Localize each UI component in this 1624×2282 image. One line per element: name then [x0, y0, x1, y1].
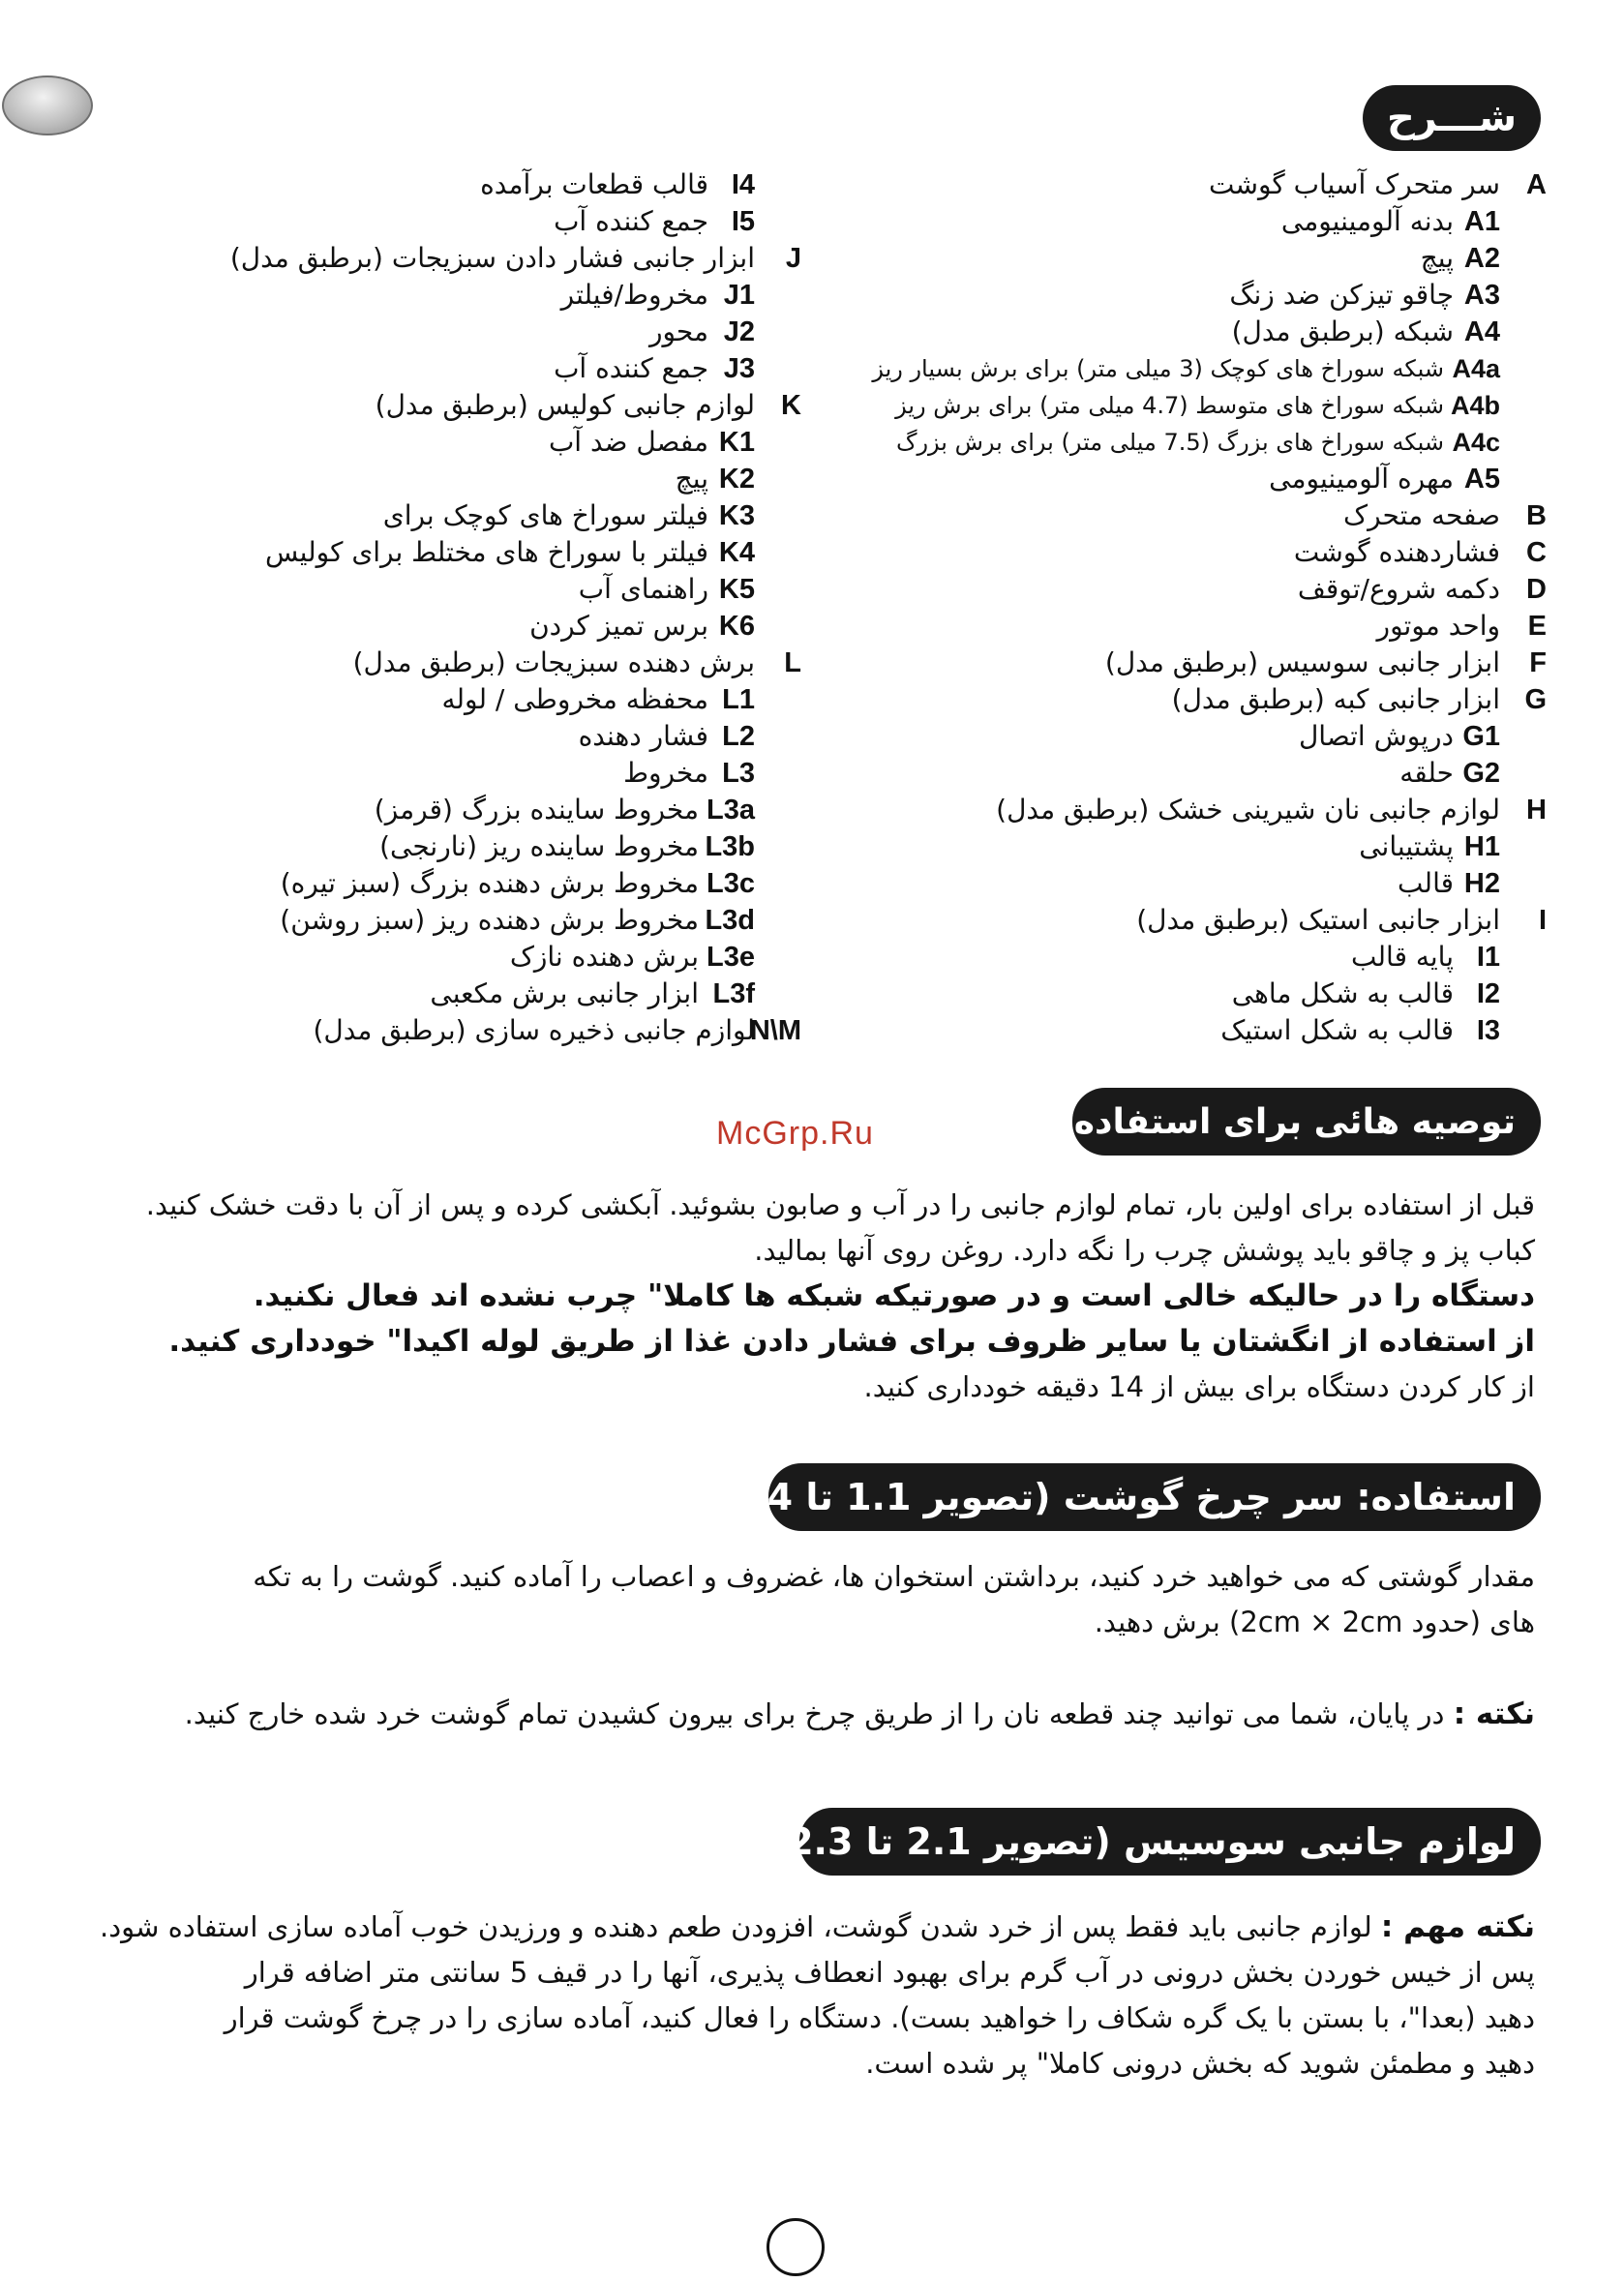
part-code: L3d	[705, 905, 755, 936]
part-code: L1	[722, 684, 755, 715]
part-code: A5	[1463, 464, 1500, 495]
part-label: دکمه شروع/توقف	[1297, 573, 1500, 605]
parts-list-item	[850, 497, 1547, 534]
part-code: K6	[718, 611, 755, 642]
tips-paragraph	[97, 1183, 1535, 1410]
parts-list-item	[124, 645, 801, 681]
part-code: L3a	[707, 795, 755, 826]
parts-list-item	[850, 314, 1547, 350]
part-code: I3	[1476, 1015, 1500, 1046]
parts-list-item	[850, 350, 1547, 387]
part-label: برش دهنده سبزیجات (برطبق مدل)	[352, 646, 755, 678]
part-code: K1	[718, 427, 755, 458]
tips-line-2: کباب پز و چاقو باید پوشش چرب را نگه دارد. روغن روی آنها بمالید.	[754, 1234, 1535, 1267]
meat-note	[97, 1692, 1535, 1737]
tips-title: توصیه هائی برای استفاده	[1073, 1101, 1516, 1142]
parts-list-item	[850, 424, 1547, 461]
part-code: A3	[1463, 280, 1500, 311]
part-label: چاقو تیزکن ضد زنگ	[1229, 279, 1454, 311]
part-label: شبکه سوراخ های کوچک (3 میلی متر) برای برش بسیار ریز	[872, 355, 1444, 382]
part-code: A1	[1463, 206, 1500, 237]
part-code: L3b	[705, 831, 755, 862]
parts-list-item	[850, 828, 1547, 865]
part-code: A4	[1463, 316, 1500, 347]
part-code: F	[1529, 647, 1547, 678]
part-code: K3	[718, 500, 755, 531]
meat-line-2: های (حدود 2cm × 2cm) برش دهید.	[1094, 1606, 1535, 1638]
parts-list-item	[124, 166, 801, 203]
part-code: K4	[718, 537, 755, 568]
page-corner-tab	[2, 75, 93, 135]
part-label: حلقه	[1399, 757, 1454, 789]
part-label: مهره آلومینیومی	[1269, 463, 1454, 495]
part-code: H2	[1463, 868, 1500, 899]
parts-list-item	[124, 902, 801, 939]
parts-list-item	[850, 865, 1547, 902]
part-label: سر متحرک آسیاب گوشت	[1209, 168, 1500, 200]
part-code: J2	[723, 316, 755, 347]
part-label: لوازم جانبی نان شیرینی خشک (برطبق مدل)	[996, 794, 1500, 826]
parts-list-right	[850, 166, 1547, 1049]
watermark-text: McGrp.Ru	[716, 1115, 874, 1152]
part-label: پیچ	[1420, 242, 1454, 274]
parts-list-item	[124, 203, 801, 240]
parts-list-item	[124, 571, 801, 608]
sausage-first-line: لوازم جانبی باید فقط پس از خرد شدن گوشت، افزودن طعم دهنده و ورزیدن خوب آماده سازی استفاده شود.	[100, 1910, 1372, 1943]
part-code: B	[1526, 500, 1547, 531]
part-label: مخروط برش دهنده بزرگ (سبز تیره)	[280, 867, 699, 899]
part-code: G2	[1462, 758, 1500, 789]
part-code: D	[1526, 574, 1547, 605]
part-code: L	[784, 647, 801, 678]
part-code: L3	[722, 758, 755, 789]
parts-list-item	[124, 681, 801, 718]
parts-list-item	[124, 534, 801, 571]
parts-list-item	[124, 865, 801, 902]
part-label: ابزار جانبی فشار دادن سبزیجات (برطبق مدل)	[229, 242, 755, 274]
part-label: لوازم جانبی کولیس (برطبق مدل)	[375, 389, 755, 421]
part-label: مخروط ساینده بزرگ (قرمز)	[374, 794, 699, 826]
parts-list-item	[124, 387, 801, 424]
parts-list-item	[850, 387, 1547, 424]
part-label: فیلتر با سوراخ های مختلط برای کولیس	[264, 536, 708, 568]
part-code: I2	[1476, 978, 1500, 1009]
part-label: محور	[648, 315, 708, 347]
parts-list-item	[124, 314, 801, 350]
parts-list-item	[124, 792, 801, 828]
section-header-sausage	[770, 1808, 1541, 1876]
parts-list-item	[124, 461, 801, 497]
part-code: G1	[1462, 721, 1500, 752]
part-code: J	[785, 243, 801, 274]
page-number-circle	[767, 2218, 825, 2276]
part-label: درپوش اتصال	[1298, 720, 1454, 752]
parts-list-item	[850, 203, 1547, 240]
part-code: L2	[722, 721, 755, 752]
parts-list-item	[124, 424, 801, 461]
parts-list-item	[850, 166, 1547, 203]
part-code: H	[1526, 795, 1547, 826]
part-label: قالب به شکل ماهی	[1231, 977, 1454, 1009]
sausage-title: لوازم جانبی سوسیس (تصویر 2.1 تا 2.3)	[770, 1820, 1516, 1863]
parts-list-left	[124, 166, 801, 1049]
parts-list-item	[850, 608, 1547, 645]
parts-list-item	[850, 681, 1547, 718]
meat-grinder-paragraph	[97, 1554, 1535, 1737]
parts-list-item	[850, 645, 1547, 681]
part-code: I	[1538, 905, 1547, 936]
part-label: فشاردهنده گوشت	[1293, 536, 1500, 568]
parts-list-item	[124, 1012, 801, 1049]
part-label: فشار دهنده	[578, 720, 708, 752]
part-label: مخروط/فیلتر	[560, 279, 708, 311]
part-code: L3e	[707, 942, 755, 973]
part-label: پایه قالب	[1351, 941, 1454, 973]
part-label: بدنه آلومینیومی	[1280, 205, 1454, 237]
sausage-paragraph	[97, 1905, 1535, 2087]
parts-list-item	[124, 939, 801, 976]
part-code: A2	[1463, 243, 1500, 274]
part-label: مخروط ساینده ریز (نارنجی)	[379, 830, 699, 862]
parts-list-item	[124, 828, 801, 865]
part-code: K	[781, 390, 801, 421]
part-label: پشتیبانی	[1359, 830, 1454, 862]
part-code: A4c	[1452, 428, 1500, 457]
part-label: قالب	[1398, 867, 1454, 899]
parts-list-item	[124, 277, 801, 314]
meat-note-text: در پایان، شما می توانید چند قطعه نان را از طریق چرخ برای بیرون کشیدن تمام گوشت خرد شده خارج کنید.	[184, 1697, 1445, 1730]
tips-warning-1: دستگاه را در حالیکه خالی است و در صورتیکه شبکه ها کاملا" چرب نشده اند فعال نکنید.	[253, 1278, 1535, 1313]
part-code: H1	[1463, 831, 1500, 862]
part-label: ابزار جانبی کبه (برطبق مدل)	[1171, 683, 1500, 715]
meat-line-1: مقدار گوشتی که می خواهید خرد کنید، برداشتن استخوان ها، غضروف و اعصاب را آماده کنید. گوشت را به تکه	[253, 1560, 1535, 1593]
part-label: مخروط برش دهنده ریز (سبز روشن)	[280, 904, 699, 936]
part-code: G	[1524, 684, 1547, 715]
part-label: قالب به شکل استیک	[1220, 1014, 1454, 1046]
part-label: ابزار جانبی استیک (برطبق مدل)	[1136, 904, 1500, 936]
part-code: L3c	[707, 868, 755, 899]
part-code: I4	[731, 169, 755, 200]
part-code: K2	[718, 464, 755, 495]
tips-line-1: قبل از استفاده برای اولین بار، تمام لوازم جانبی را در آب و صابون بشوئید. آبکشی کرده و پس از آن با دقت خشک کنید.	[145, 1188, 1535, 1221]
parts-list-item	[124, 497, 801, 534]
part-label: شبکه (برطبق مدل)	[1231, 315, 1454, 347]
part-label: مخروط	[623, 757, 708, 789]
part-label: برس تمیز کردن	[529, 610, 708, 642]
meat-grinder-title: استفاده: سر چرخ گوشت (تصویر 1.1 تا 1.4)	[710, 1476, 1516, 1518]
part-label: قالب قطعات برآمده	[480, 168, 708, 200]
section-header-description	[1363, 85, 1541, 151]
part-label: لوازم جانبی ذخیره سازی (برطبق مدل)	[313, 1014, 755, 1046]
tips-line-5: از کار کردن دستگاه برای بیش از 14 دقیقه خودداری کنید.	[863, 1370, 1535, 1403]
part-label: فیلتر سوراخ های کوچک برای	[382, 499, 708, 531]
parts-list-item	[850, 461, 1547, 497]
part-code: J1	[723, 280, 755, 311]
part-label: ابزار جانبی برش مکعبی	[430, 977, 699, 1009]
parts-list-item	[124, 755, 801, 792]
part-label: پیچ	[675, 463, 708, 495]
section-title: شـــرح	[1386, 96, 1518, 140]
parts-list-item	[124, 350, 801, 387]
part-label: ابزار جانبی سوسیس (برطبق مدل)	[1104, 646, 1500, 678]
part-label: محفظه مخروطی / لوله	[441, 683, 708, 715]
section-header-tips	[1072, 1088, 1541, 1156]
sausage-line-3: دهید (بعدا"، با بستن با یک گره شکاف را خواهید بست). دستگاه را فعال کنید، آماده سازی را در چرخ گوشت قرار	[224, 2001, 1535, 2034]
part-label: مفصل ضد آب	[548, 426, 708, 458]
parts-list-item	[850, 277, 1547, 314]
tips-warning-2: از استفاده از انگشتان یا سایر ظروف برای فشار دادن غذا از طریق لوله اکیدا" خودداری کنید.	[168, 1324, 1535, 1359]
part-label: واحد موتور	[1376, 610, 1500, 642]
sausage-line-4: دهید و مطمئن شوید که بخش درونی کاملا" پر شده است.	[865, 2047, 1535, 2080]
parts-list-item	[124, 718, 801, 755]
meat-note-label: نکته :	[1453, 1696, 1535, 1731]
part-code: I5	[731, 206, 755, 237]
part-label: جمع کننده آب	[554, 205, 708, 237]
parts-list-item	[850, 939, 1547, 976]
parts-list-item	[850, 718, 1547, 755]
parts-list-item	[124, 976, 801, 1012]
sausage-note-label: نکته مهم :	[1380, 1909, 1535, 1944]
part-label: شبکه سوراخ های بزرگ (7.5 میلی متر) برای برش بزرگ	[895, 429, 1444, 456]
part-code: J3	[723, 353, 755, 384]
sausage-line-1	[97, 1905, 1535, 1950]
part-label: شبکه سوراخ های متوسط (4.7 میلی متر) برای برش ریز	[895, 392, 1444, 419]
part-code: A4b	[1450, 391, 1500, 420]
part-code: L3f	[712, 978, 755, 1009]
part-code: A4a	[1452, 354, 1500, 383]
part-code: K5	[718, 574, 755, 605]
parts-list-item	[850, 571, 1547, 608]
parts-list-item	[850, 976, 1547, 1012]
part-code: E	[1527, 611, 1547, 642]
part-label: برش دهنده نازک	[509, 941, 699, 973]
part-label: راهنمای آب	[578, 573, 708, 605]
parts-list-item	[124, 608, 801, 645]
parts-list-item	[124, 240, 801, 277]
part-code: A	[1526, 169, 1547, 200]
part-code: N\M	[749, 1015, 801, 1046]
sausage-line-2: پس از خیس خوردن بخش درونی در آب گرم برای بهبود انعطاف پذیری، آنها را در قیف 5 سانتی متر اضافه قرار	[244, 1956, 1535, 1989]
parts-list-item	[850, 755, 1547, 792]
section-header-meat-grinder	[710, 1463, 1541, 1531]
part-code: C	[1526, 537, 1547, 568]
parts-list-item	[850, 240, 1547, 277]
part-label: جمع کننده آب	[554, 352, 708, 384]
parts-list-item	[850, 534, 1547, 571]
part-code: I1	[1476, 942, 1500, 973]
parts-list-item	[850, 902, 1547, 939]
parts-list-item	[850, 792, 1547, 828]
parts-list-item	[850, 1012, 1547, 1049]
part-label: صفحه متحرک	[1343, 499, 1500, 531]
